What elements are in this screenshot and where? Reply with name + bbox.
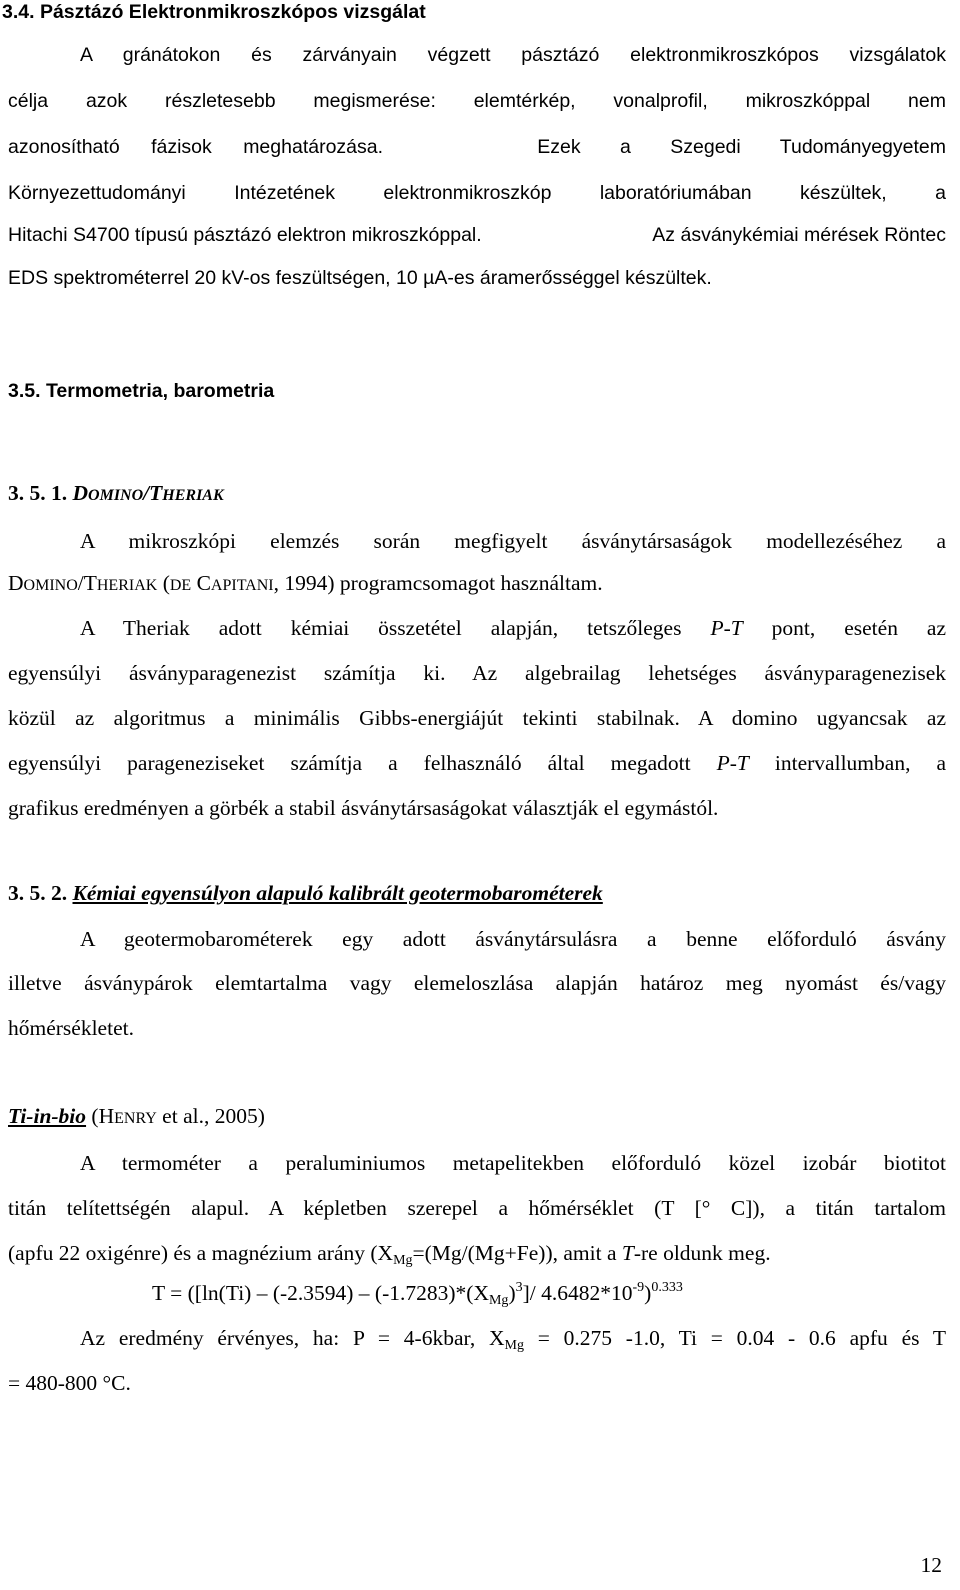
paragraph-line: (apfu 22 oxigénre) és a magnézium arány ($X_{Mg}=(Mg/(Mg+Fe))$, amit a T-re oldunk meg. — [8, 1241, 771, 1268]
paragraph-line: illetve ásványpárok elemtartalma vagy elemeloszlása alapján határoz meg nyomást és/vagy — [8, 971, 946, 995]
equation: $T = ([\ln(Ti) - (-2.3594) - (-1.7283)*(X_{Mg})^3]/$ $4.6482*10^{-9})^{0.333}$ — [152, 1280, 683, 1308]
section-3-5-2-heading — [8, 880, 946, 906]
paragraph-line: egyensúlyi ásványparagenezist számítja ki. Az algebrailag lehetséges ásványparagenezisek — [8, 661, 946, 685]
paragraph-line: grafikus eredményen a görbék a stabil ásványtársaságokat választják el egymástól. — [8, 796, 719, 820]
paragraph-line: DOMINO/THERIAK (DE CAPITANI, 1994) programcsomagot használtam. — [8, 571, 603, 595]
paragraph-text: Az ásványkémiai mérések Röntec — [652, 224, 946, 246]
paragraph-line — [8, 134, 946, 160]
ti-in-bio-heading: Ti-in-bio (HENRY et al., 2005) — [8, 1104, 265, 1128]
paragraph-line: közül az algoritmus a minimális Gibbs-energiájút tekinti stabilnak. A domino ugyancsak az — [8, 706, 946, 730]
paragraph-line: A Theriak adott kémiai összetétel alapján, tetszőleges P-T pont, esetén az — [80, 616, 946, 640]
paragraph-line: titán telítettségén alapul. A képletben szerepel a hőmérséklet (T [° C]), a titán tartalom — [8, 1196, 946, 1220]
paragraph-text: Hitachi S4700 típusú pásztázó elektron mikroszkóppal. — [8, 224, 482, 246]
page-number: 12 — [920, 1553, 942, 1577]
section-title: DOMINO/THERIAK — [72, 481, 224, 505]
section-number: 3. 5. 2. — [8, 881, 68, 905]
section-3-5-1-heading — [8, 480, 946, 509]
paragraph-line: egyensúlyi parageneziseket számítja a felhasználó által megadott P-T intervallumban, a — [8, 751, 946, 775]
paragraph-line: Környezettudományi Intézetének elektronmikroszkóp laboratóriumában készültek, a — [8, 182, 946, 204]
section-title: Kémiai egyensúlyon alapuló kalibrált geotermobarométerek — [72, 881, 603, 905]
paragraph-line: A mikroszkópi elemzés során megfigyelt ásványtársaságok modellezéséhez a — [80, 529, 946, 553]
paragraph-line: A geotermobarométerek egy adott ásványtársulásra a benne előforduló ásvány — [80, 927, 946, 951]
paragraph-line — [8, 222, 946, 248]
paragraph-line: A gránátokon és zárványain végzett pásztázó elektronmikroszkópos vizsgálatok — [80, 44, 946, 66]
paragraph-text: Ezek a Szegedi Tudományegyetem — [537, 136, 946, 158]
paragraph-line: hőmérsékletet. — [8, 1016, 134, 1040]
method-title: Ti-in-bio — [8, 1104, 87, 1128]
paragraph-line: A termométer a peraluminiumos metapelitekben előforduló közel izobár biotitot — [80, 1151, 946, 1175]
section-3-4-heading: 3.4. Pásztázó Elektronmikroszkópos vizsgálat — [2, 1, 426, 23]
section-3-5-heading: 3.5. Termometria, barometria — [8, 380, 275, 402]
paragraph-line: = 480-800 °C. — [8, 1371, 131, 1395]
paragraph-line: EDS spektrométerrel 20 kV-os feszültségen, 10 µA-es áramerősséggel készültek. — [8, 267, 712, 289]
paragraph-text: azonosítható fázisok meghatározása. — [8, 136, 384, 158]
paragraph-line: célja azok részletesebb megismerése: elemtérkép, vonalprofil, mikroszkóppal nem — [8, 90, 946, 112]
paragraph-line: Az eredmény érvényes, ha: P = 4-6kbar, $X_{Mg} = 0.275$ -1.0, Ti = 0.04 - 0.6 apfu és T — [80, 1326, 946, 1353]
section-number: 3. 5. 1. — [8, 481, 68, 505]
